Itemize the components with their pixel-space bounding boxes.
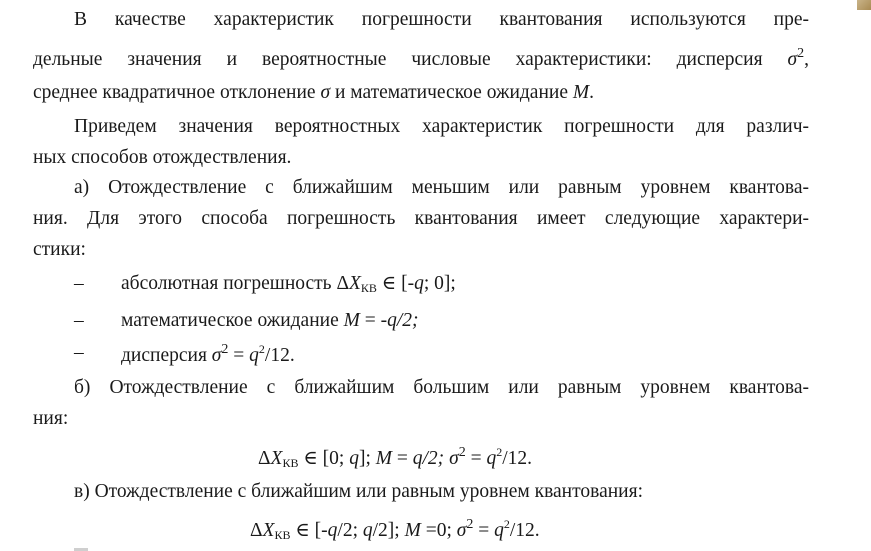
text-span: ∈ [- (376, 273, 415, 294)
formula-c (250, 518, 540, 541)
text-span: абсолютная погрешность Δ (121, 273, 349, 294)
text-span: ∈ [0; (298, 448, 350, 469)
text-span: = (228, 345, 250, 366)
cut-off-next-line (74, 545, 134, 551)
text-span: математическое ожидание (121, 310, 344, 331)
list-dash-2: – (74, 310, 84, 331)
text-span: = (392, 448, 413, 469)
text-span: /12. (264, 345, 295, 366)
text-span: =0; (420, 520, 457, 541)
punctuation: . (589, 82, 594, 103)
sigma-symbol: σ (320, 82, 331, 103)
list-item-1 (121, 274, 456, 294)
paragraph-1-line-2 (33, 47, 809, 70)
sigma-symbol: σ (787, 49, 798, 70)
list-dash-3: – (74, 342, 84, 363)
q-symbol: q (486, 448, 497, 469)
paragraph-1-line-2-text: дельные значения и вероятностные числовые характеристики: дисперсия (33, 49, 763, 70)
text-span: = (473, 520, 495, 541)
q-symbol: q (349, 448, 359, 469)
subscript: КВ (274, 528, 291, 542)
text-span: среднее квадратичное отклонение (33, 82, 321, 103)
q-symbol: q (249, 345, 259, 366)
sigma-symbol: σ (456, 520, 467, 541)
corner-decoration (857, 0, 871, 10)
paragraph-1-line-3 (33, 83, 594, 103)
value-expression: q/2; (412, 448, 450, 469)
text-span: /12. (509, 520, 540, 541)
superscript: 2 (466, 517, 474, 532)
superscript: 2 (797, 46, 805, 61)
paragraph-4-line-1: б) Отождествление с ближайшим большим или равным уровнем квантова- (74, 377, 809, 398)
m-symbol: M (375, 448, 393, 469)
q-symbol: q (414, 273, 424, 294)
superscript: 2 (221, 342, 229, 357)
text-span: и математическое ожидание (330, 82, 573, 103)
q-symbol: q (327, 520, 338, 541)
paragraph-3-line-1: а) Отождествление с ближайшим меньшим или равным уровнем квантова- (74, 177, 809, 198)
text-span: ]; (358, 448, 376, 469)
formula-b (258, 446, 532, 469)
superscript: 2 (503, 517, 510, 531)
value-expression: -q/2; (380, 310, 419, 331)
m-symbol: M (572, 82, 590, 103)
subscript: КВ (360, 281, 377, 295)
text-span: /2; (337, 520, 363, 541)
text-span: = (359, 310, 381, 331)
text-span: /12. (502, 448, 532, 469)
paragraph-3-line-3: стики: (33, 239, 86, 260)
text-span: ∈ [- (290, 520, 328, 541)
superscript: 2 (496, 445, 503, 459)
paragraph-2-line-1: Приведем значения вероятностных характеристик погрешности для различ- (74, 116, 809, 137)
q-symbol: q (362, 520, 373, 541)
text-span: ; 0]; (423, 273, 456, 294)
paragraph-1-line-1: В качестве характеристик погрешности квантования используются пре- (74, 9, 809, 30)
text-span: дисперсия (121, 345, 212, 366)
delta-symbol: Δ (250, 520, 263, 541)
paragraph-4-line-2: ния: (33, 408, 69, 429)
text-span: /2]; (372, 520, 405, 541)
x-symbol: X (270, 448, 283, 469)
x-symbol: X (262, 520, 275, 541)
delta-symbol: Δ (258, 448, 271, 469)
sigma-symbol: σ (449, 448, 459, 469)
superscript: 2 (258, 342, 265, 356)
q-symbol: q (494, 520, 504, 541)
sigma-symbol: σ (211, 345, 222, 366)
text-span: = (465, 448, 487, 469)
subscript: КВ (282, 456, 299, 470)
paragraph-5-line-1: в) Отождествление с ближайшим или равным уровнем квантования: (74, 481, 643, 502)
list-dash-1: – (74, 273, 84, 294)
punctuation: , (804, 49, 809, 70)
superscript: 2 (458, 445, 466, 460)
m-symbol: M (343, 310, 360, 331)
list-item-3 (121, 343, 295, 366)
x-symbol: X (348, 273, 361, 294)
list-item-2 (121, 311, 419, 331)
paragraph-2-line-2: ных способов отождествления. (33, 147, 292, 168)
paragraph-3-line-2: ния. Для этого способа погрешность квантования имеет следующие характери- (33, 208, 809, 229)
m-symbol: M (404, 520, 421, 541)
